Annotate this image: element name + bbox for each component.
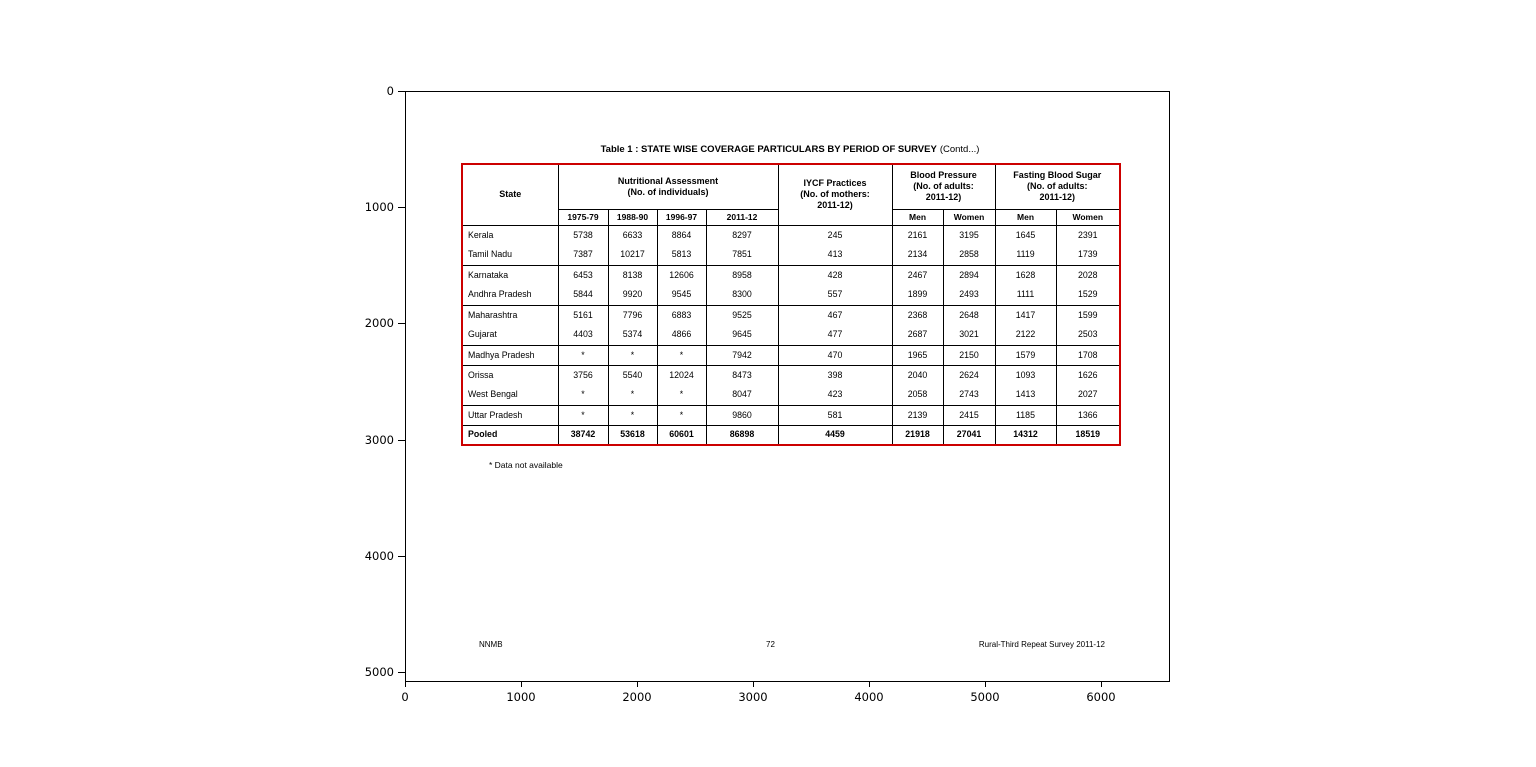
header-line: 2011-12) [817, 200, 853, 211]
value-cell: 1628 [995, 265, 1056, 285]
state-cell: Karnataka [462, 265, 558, 285]
value-cell: 1417 [995, 305, 1056, 325]
value-cell: 12024 [657, 365, 706, 385]
value-cell: 2028 [1056, 265, 1120, 285]
table-row [462, 325, 1120, 345]
value-cell: 1119 [995, 245, 1056, 265]
value-cell: 8300 [706, 285, 778, 305]
value-cell: * [657, 345, 706, 365]
header-iycf-practices [778, 164, 892, 225]
header-line: 2011-12) [925, 192, 962, 203]
value-cell: 2040 [892, 365, 943, 385]
y-tick-label: 4000 [364, 549, 394, 563]
footer-nnmb: NNMB [479, 640, 503, 649]
value-cell: 3021 [943, 325, 995, 345]
value-cell: 60601 [657, 425, 706, 445]
value-cell: 1899 [892, 285, 943, 305]
y-tick-mark [398, 323, 405, 324]
value-cell: 6633 [608, 225, 657, 245]
value-cell: 8297 [706, 225, 778, 245]
header-nutritional-assessment [558, 164, 778, 209]
value-cell: 9860 [706, 405, 778, 425]
header-line: (No. of adults: [913, 181, 974, 192]
y-tick-mark [398, 440, 405, 441]
header-year: 1988-90 [608, 209, 657, 225]
value-cell: 8138 [608, 265, 657, 285]
value-cell: 21918 [892, 425, 943, 445]
value-cell: 1965 [892, 345, 943, 365]
value-cell: 1708 [1056, 345, 1120, 365]
header-year: 1996-97 [657, 209, 706, 225]
value-cell: 6453 [558, 265, 608, 285]
value-cell: 413 [778, 245, 892, 265]
value-cell: 2134 [892, 245, 943, 265]
value-cell: 2391 [1056, 225, 1120, 245]
value-cell: 6883 [657, 305, 706, 325]
header-line: Nutritional Assessment [617, 175, 719, 186]
state-cell: West Bengal [462, 385, 558, 405]
value-cell: 2894 [943, 265, 995, 285]
state-cell: Pooled [462, 425, 558, 445]
value-cell: 2687 [892, 325, 943, 345]
value-cell: 1093 [995, 365, 1056, 385]
table-row [462, 385, 1120, 405]
value-cell: 2503 [1056, 325, 1120, 345]
value-cell: 5374 [608, 325, 657, 345]
value-cell: 1626 [1056, 365, 1120, 385]
value-cell: * [608, 405, 657, 425]
value-cell: 7387 [558, 245, 608, 265]
header-women: Women [943, 209, 995, 225]
value-cell: * [558, 385, 608, 405]
value-cell: 8473 [706, 365, 778, 385]
table-row [462, 365, 1120, 385]
header-fasting-blood-sugar [995, 164, 1120, 209]
header-men: Men [892, 209, 943, 225]
header-line: IYCF Practices [803, 177, 867, 188]
table-title [461, 144, 1119, 155]
value-cell: 1599 [1056, 305, 1120, 325]
value-cell: 2368 [892, 305, 943, 325]
table-row-pooled [462, 425, 1120, 445]
table-row [462, 305, 1120, 325]
value-cell: 5161 [558, 305, 608, 325]
value-cell: 2122 [995, 325, 1056, 345]
value-cell: 2027 [1056, 385, 1120, 405]
y-tick-label: 3000 [364, 433, 394, 447]
value-cell: 467 [778, 305, 892, 325]
header-line: (No. of adults: [1027, 181, 1088, 192]
value-cell: 5738 [558, 225, 608, 245]
table-row [462, 285, 1120, 305]
value-cell: 18519 [1056, 425, 1120, 445]
header-state: State [462, 164, 558, 225]
table-row [462, 345, 1120, 365]
value-cell: 398 [778, 365, 892, 385]
value-cell: 10217 [608, 245, 657, 265]
value-cell: 38742 [558, 425, 608, 445]
x-tick-label: 0 [401, 690, 409, 704]
table-row [462, 265, 1120, 285]
state-cell: Tamil Nadu [462, 245, 558, 265]
value-cell: 2858 [943, 245, 995, 265]
value-cell: 8047 [706, 385, 778, 405]
table-title-text: Table 1 : STATE WISE COVERAGE PARTICULARS BY PERIOD OF SURVEY [600, 144, 937, 155]
value-cell: 2161 [892, 225, 943, 245]
header-year: 1975-79 [558, 209, 608, 225]
state-cell: Orissa [462, 365, 558, 385]
header-line: 2011-12) [1039, 192, 1076, 203]
value-cell: 2058 [892, 385, 943, 405]
value-cell: 5540 [608, 365, 657, 385]
value-cell: 14312 [995, 425, 1056, 445]
state-cell: Gujarat [462, 325, 558, 345]
header-line: Blood Pressure [910, 169, 977, 180]
value-cell: 4403 [558, 325, 608, 345]
value-cell: 27041 [943, 425, 995, 445]
value-cell: 7796 [608, 305, 657, 325]
value-cell: 5813 [657, 245, 706, 265]
value-cell: * [657, 385, 706, 405]
page-number: 72 [766, 640, 775, 649]
value-cell: 86898 [706, 425, 778, 445]
header-women: Women [1056, 209, 1120, 225]
value-cell: 7851 [706, 245, 778, 265]
value-cell: 4866 [657, 325, 706, 345]
y-tick-label: 2000 [364, 316, 394, 330]
value-cell: 428 [778, 265, 892, 285]
x-tick-label: 1000 [506, 690, 536, 704]
y-tick-label: 1000 [364, 200, 394, 214]
value-cell: 8864 [657, 225, 706, 245]
state-cell: Madhya Pradesh [462, 345, 558, 365]
x-tick-label: 3000 [738, 690, 768, 704]
header-line: (No. of mothers: [800, 189, 870, 200]
value-cell: 2493 [943, 285, 995, 305]
value-cell: 1645 [995, 225, 1056, 245]
value-cell: 2415 [943, 405, 995, 425]
y-tick-mark [398, 672, 405, 673]
value-cell: 557 [778, 285, 892, 305]
document-page [461, 144, 1119, 470]
value-cell: 2624 [943, 365, 995, 385]
table-title-suffix: (Contd...) [939, 144, 980, 155]
value-cell: * [558, 345, 608, 365]
state-cell: Andhra Pradesh [462, 285, 558, 305]
value-cell: 2648 [943, 305, 995, 325]
value-cell: 1413 [995, 385, 1056, 405]
y-tick-mark [398, 91, 405, 92]
x-tick-label: 4000 [854, 690, 884, 704]
table-row [462, 245, 1120, 265]
footnote: * Data not available [489, 460, 563, 470]
value-cell: 1529 [1056, 285, 1120, 305]
value-cell: * [657, 405, 706, 425]
plot-axes [405, 91, 1170, 682]
coverage-table [461, 163, 1121, 446]
header-row-groups [462, 164, 1120, 209]
value-cell: 423 [778, 385, 892, 405]
value-cell: 9525 [706, 305, 778, 325]
y-tick-label: 5000 [364, 665, 394, 679]
value-cell: 2139 [892, 405, 943, 425]
value-cell: 477 [778, 325, 892, 345]
value-cell: 1579 [995, 345, 1056, 365]
value-cell: 12606 [657, 265, 706, 285]
value-cell: 8958 [706, 265, 778, 285]
value-cell: * [608, 385, 657, 405]
value-cell: 1185 [995, 405, 1056, 425]
value-cell: 4459 [778, 425, 892, 445]
value-cell: 5844 [558, 285, 608, 305]
value-cell: 470 [778, 345, 892, 365]
table-row [462, 225, 1120, 245]
value-cell: 1111 [995, 285, 1056, 305]
value-cell: 53618 [608, 425, 657, 445]
value-cell: 9920 [608, 285, 657, 305]
state-cell: Uttar Pradesh [462, 405, 558, 425]
value-cell: 9645 [706, 325, 778, 345]
value-cell: * [558, 405, 608, 425]
value-cell: 2743 [943, 385, 995, 405]
value-cell: 2150 [943, 345, 995, 365]
header-year: 2011-12 [706, 209, 778, 225]
header-line: (No. of individuals) [627, 186, 709, 197]
value-cell: 2467 [892, 265, 943, 285]
value-cell: 3756 [558, 365, 608, 385]
y-tick-mark [398, 207, 405, 208]
header-men: Men [995, 209, 1056, 225]
value-cell: 581 [778, 405, 892, 425]
value-cell: 245 [778, 225, 892, 245]
value-cell: 1366 [1056, 405, 1120, 425]
y-tick-mark [398, 556, 405, 557]
x-tick-label: 2000 [622, 690, 652, 704]
y-tick-label: 0 [386, 84, 394, 98]
state-cell: Kerala [462, 225, 558, 245]
value-cell: 7942 [706, 345, 778, 365]
header-line: Fasting Blood Sugar [1013, 169, 1102, 180]
value-cell: * [608, 345, 657, 365]
x-tick-label: 5000 [970, 690, 1000, 704]
state-cell: Maharashtra [462, 305, 558, 325]
value-cell: 1739 [1056, 245, 1120, 265]
x-tick-label: 6000 [1086, 690, 1116, 704]
table-row [462, 405, 1120, 425]
header-blood-pressure [892, 164, 995, 209]
footer-survey: Rural-Third Repeat Survey 2011-12 [978, 640, 1105, 649]
value-cell: 9545 [657, 285, 706, 305]
value-cell: 3195 [943, 225, 995, 245]
